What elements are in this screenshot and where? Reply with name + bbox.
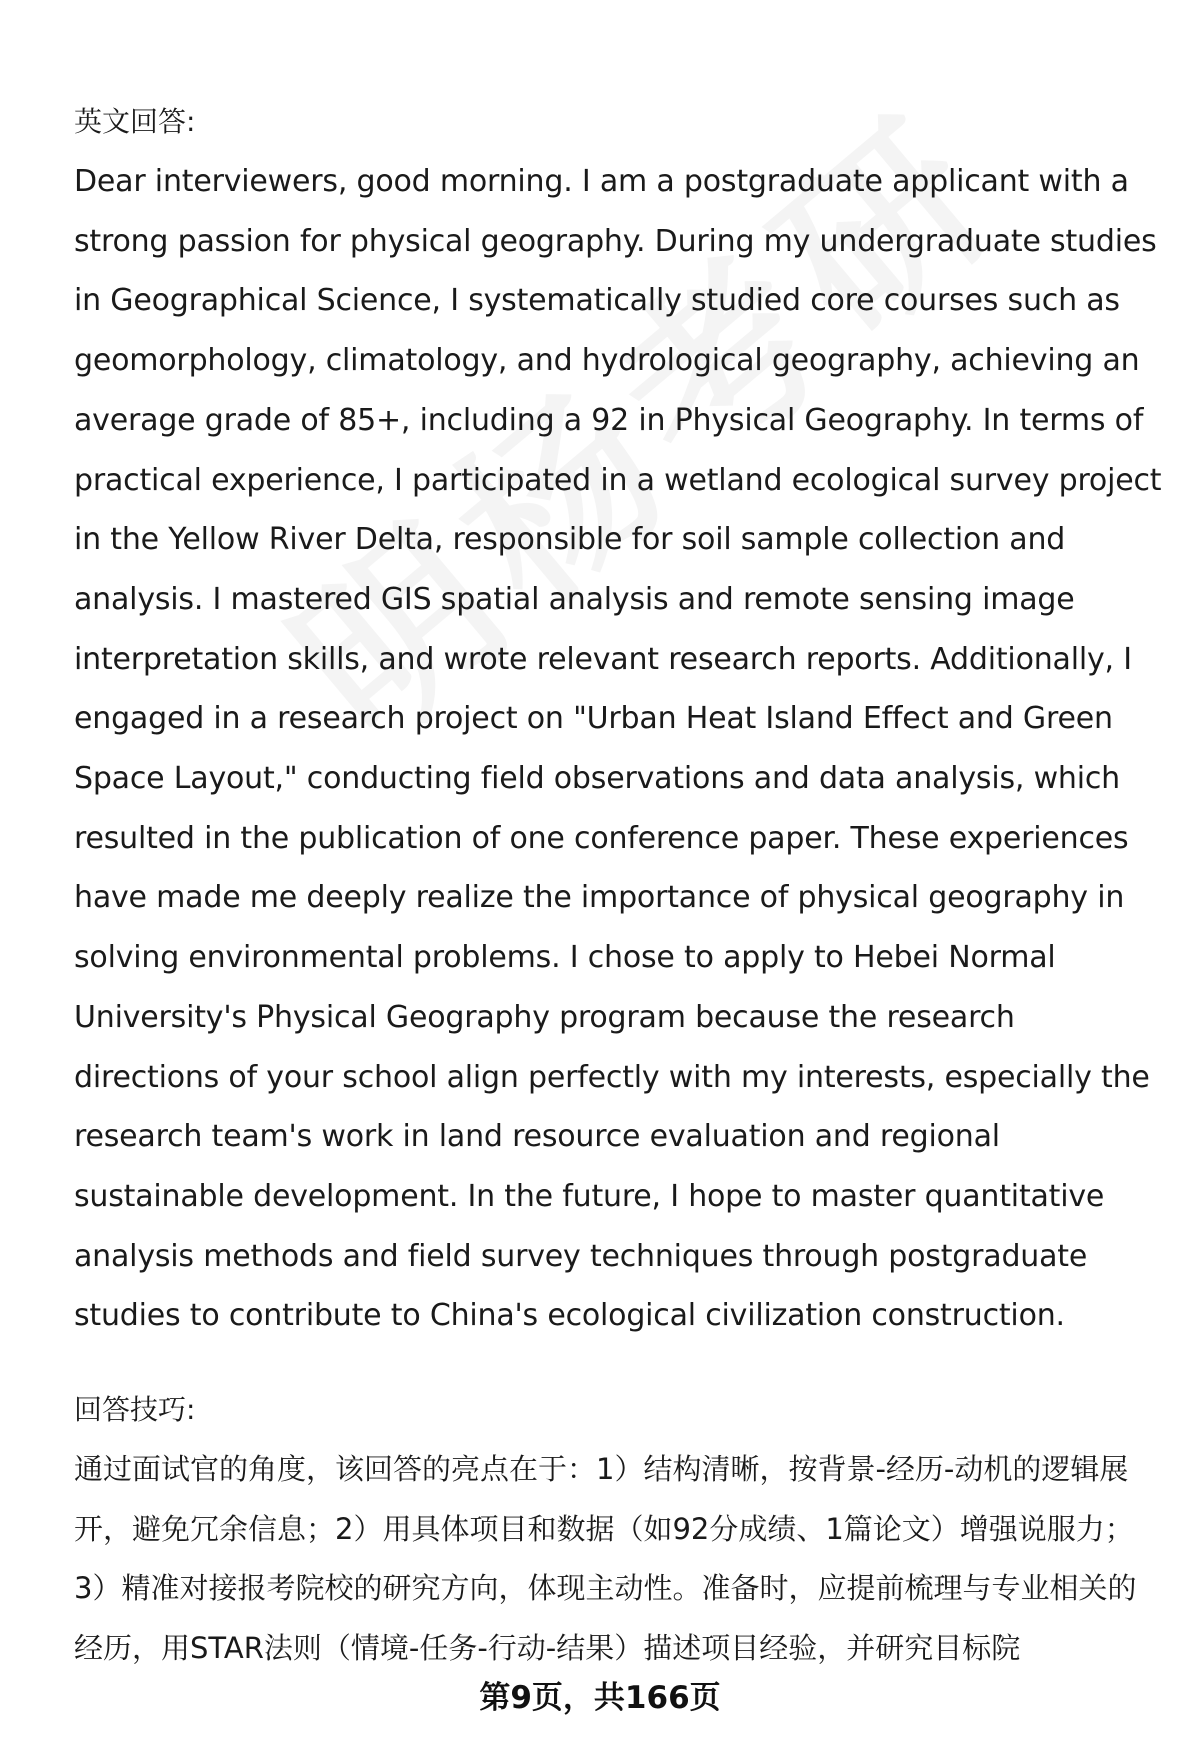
answer-heading: 英文回答: xyxy=(74,105,196,138)
answer-paragraph: Dear interviewers, good morning. I am a postgraduate applicant with a strong passion for physical geography. During my undergraduate studies in Geographical Science, I systematically studied core courses such as geomorphology, climatology, and hydrological geography, achieving an average grade of 85+, including a 92 in Physical Geography. In terms of practical experience, I participated in a wetland ecological survey project in the Yellow River Delta, responsible for soil sample collection and analysis. I mastered GIS spatial analysis and remote sensing image interpretation skills, and wrote relevant research reports. Additionally, I engaged in a research project on "Urban Heat Island Effect and Green Space Layout," conducting field observations and data analysis, which resulted in the publication of one conference paper. These experiences have made me deeply realize the importance of physical geography in solving environmental problems. I chose to apply to Hebei Normal University's Physical Geography program because the research directions of your school align perfectly with my interests, especially the research team's work in land resource evaluation and regional sustainable development. In the future, I hope to master quantitative analysis methods and field survey techniques through postgraduate studies to contribute to China's ecological civilization construction. xyxy=(74,164,1162,1334)
tips-paragraph: 通过面试官的角度，该回答的亮点在于：1）结构清晰，按背景-经历-动机的逻辑展开，避免冗余信息；2）用具体项目和数据（如92分成绩、1篇论文）增强说服力；3）精准对接报考院校的研究方向，体现主动性。准备时，应提前梳理与专业相关的经历，用STAR法则（情境-任务-行动-结果）描述项目经验，并研究目标院 xyxy=(74,1452,1137,1666)
page-number-footer: 第9页，共166页 xyxy=(479,1680,721,1716)
tips-heading: 回答技巧: xyxy=(74,1393,196,1427)
page-content xyxy=(74,92,1164,1679)
